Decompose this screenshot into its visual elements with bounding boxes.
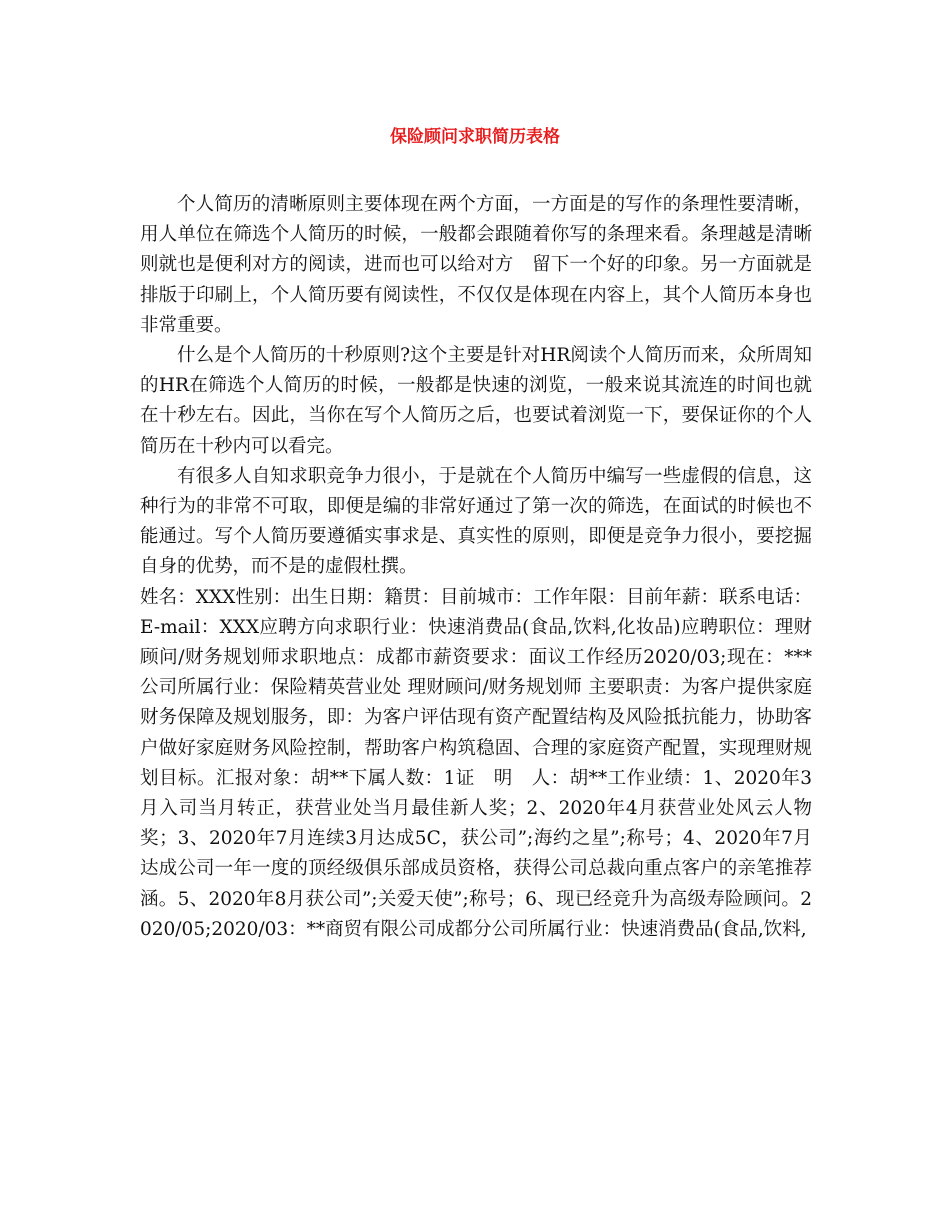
- paragraph-clarity-principle: 个人简历的清晰原则主要体现在两个方面，一方面是的写作的条理性要清晰，用人单位在筛选个人简历的时候，一般都会跟随着你写的条理来看。条理越是清晰则就也是便利对方的阅读，进而也可以给对方 留下一个好的印象。另一方面就是排版于印刷上，个人简历要有阅读性，不仅仅是体现在内容上，其个人简历本身也非常重要。: [140, 194, 812, 336]
- document-title: 保险顾问求职简历表格: [390, 127, 560, 147]
- paragraph-truthfulness-principle: 有很多人自知求职竞争力很小，于是就在个人简历中编写一些虚假的信息，这种行为的非常不可取，即便是编的非常好通过了第一次的筛选，在面试的时候也不能通过。写个人简历要遵循实事求是、真实性的原则，即便是竞争力很小，要挖掘自身的优势，而不是的虚假杜撰。: [140, 465, 812, 578]
- paragraph-ten-second-principle: 什么是个人简历的十秒原则?这个主要是针对HR阅读个人简历而来，众所周知的HR在筛选个人简历的时候，一般都是快速的浏览，一般来说其流连的时间也就在十秒左右。因此，当你在写个人简历之后，也要试着浏览一下，要保证你的个人简历在十秒内可以看完。: [140, 345, 812, 457]
- document-body: [140, 190, 812, 945]
- resume-details: 姓名：XXX性别：出生日期：籍贯：目前城市：工作年限：目前年薪：联系电话：E-mail：XXX应聘方向求职行业：快速消费品(食品,饮料,化妆品)应聘职位：理财顾问/财务规划师求职地点：成都市薪资要求：面议工作经历2020/03;现在：***公司所属行业：保险精英营业处 理财顾问/财务规划师 主要职责：为客户提供家庭财务保障及规划服务，即：为客户评估现有资产配置结构及风险抵抗能力，协助客户做好家庭财务风险控制，帮助客户构筑稳固、合理的家庭资产配置，实现理财规划目标。汇报对象：胡**下属人数：1证 明 人：胡**工作业绩：1、2020年3月入司当月转正，获营业处当月最佳新人奖；2、2020年4月获营业处风云人物奖；3、2020年7月连续3月达成5C，获公司”;海约之星”;称号；4、2020年7月达成公司一年一度的顶经级俱乐部成员资格，获得公司总裁向重点客户的亲笔推荐涵。5、2020年8月获公司”;关爱天使”;称号；6、现已经竞升为高级寿险顾问。2020/05;2020/03：**商贸有限公司成都分公司所属行业：快速消费品(食品,饮料,: [140, 586, 812, 940]
